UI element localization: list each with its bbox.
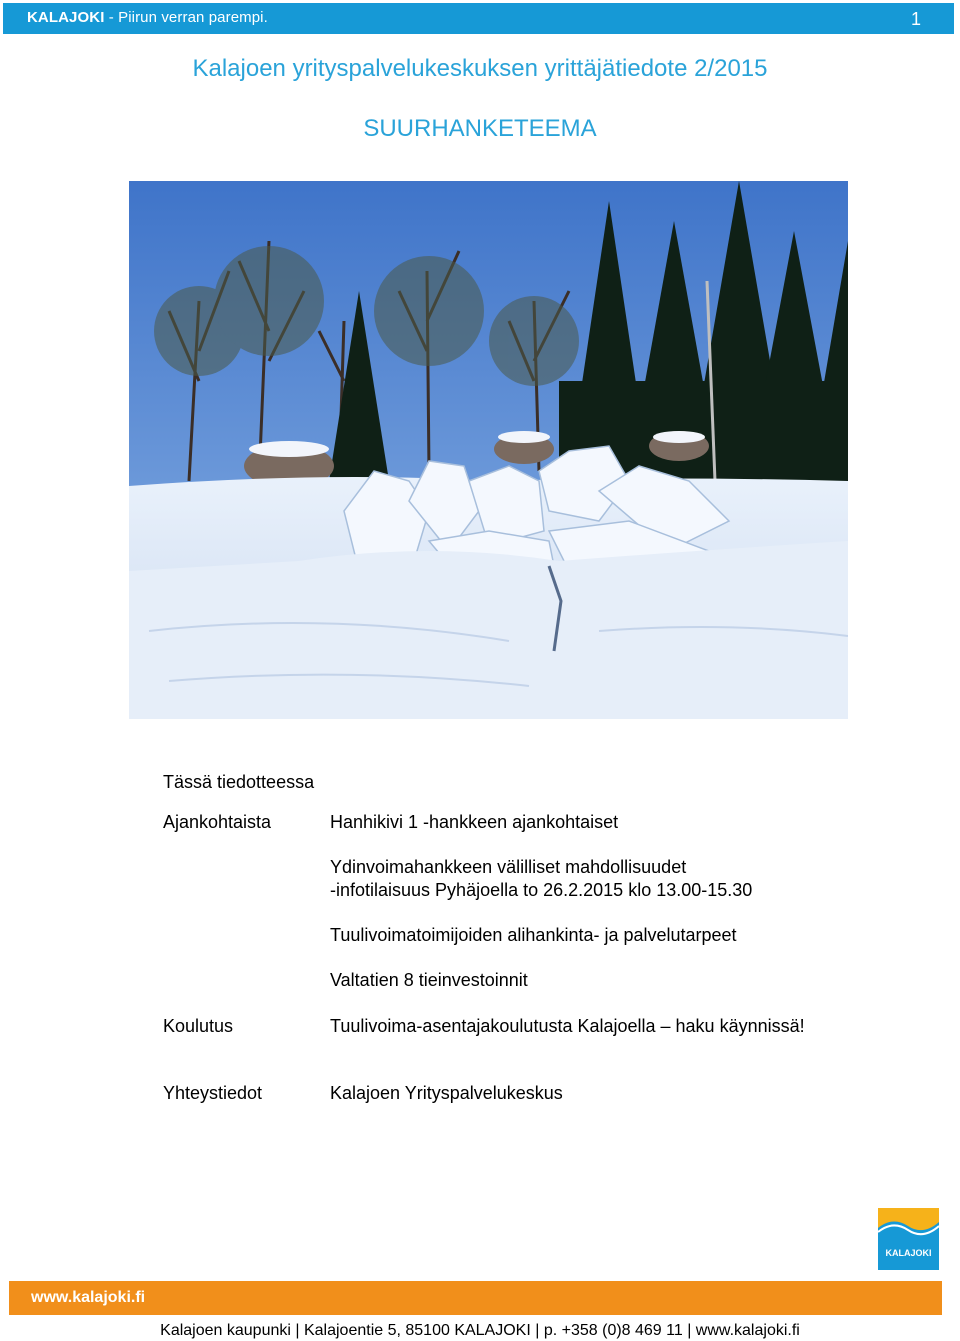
contents-item: Tuulivoimatoimijoiden alihankinta- ja palvelutarpeet bbox=[330, 925, 737, 945]
footer-contact: Kalajoen kaupunki | Kalajoentie 5, 85100 KALAJOKI | p. +358 (0)8 469 11 | www.kalajoki.fi bbox=[160, 1322, 800, 1339]
footer-bar bbox=[9, 1281, 942, 1315]
snowy-shore-ice-blocks-photo bbox=[129, 181, 848, 719]
kalajoki-wave-logo bbox=[878, 1208, 939, 1270]
section-label-ajankohtaista: Ajankohtaista bbox=[163, 812, 272, 832]
brand-tagline: - Piirun verran parempi. bbox=[104, 9, 268, 26]
logo-text: KALAJOKI bbox=[885, 1248, 932, 1258]
section-label-koulutus: Koulutus bbox=[163, 1016, 234, 1036]
contents-item: Kalajoen Yrityspalvelukeskus bbox=[330, 1083, 563, 1103]
footer-url[interactable]: www.kalajoki.fi bbox=[31, 1289, 146, 1306]
contents-item: Tuulivoima-asentajakoulutusta Kalajoella – haku käynnissä! bbox=[330, 1016, 805, 1036]
header-bar bbox=[3, 3, 954, 34]
contents-item: Ydinvoimahankkeen välilliset mahdollisuudet bbox=[330, 857, 687, 877]
contents-item: Valtatien 8 tieinvestoinnit bbox=[330, 970, 528, 990]
page-number: 1 bbox=[910, 9, 921, 29]
page-subtitle: SUURHANKETEEMA bbox=[363, 115, 597, 142]
contents-heading: Tässä tiedotteessa bbox=[163, 772, 315, 792]
section-label-yhteystiedot: Yhteystiedot bbox=[163, 1083, 263, 1103]
brand-slogan bbox=[27, 9, 268, 26]
contents-item: -infotilaisuus Pyhäjoella to 26.2.2015 klo 13.00-15.30 bbox=[330, 880, 753, 900]
page-title: Kalajoen yrityspalvelukeskuksen yrittäjätiedote 2/2015 bbox=[192, 55, 768, 82]
brand-name: KALAJOKI bbox=[27, 9, 105, 26]
contents-item: Hanhikivi 1 -hankkeen ajankohtaiset bbox=[330, 812, 619, 832]
wave-icon bbox=[878, 1208, 939, 1248]
